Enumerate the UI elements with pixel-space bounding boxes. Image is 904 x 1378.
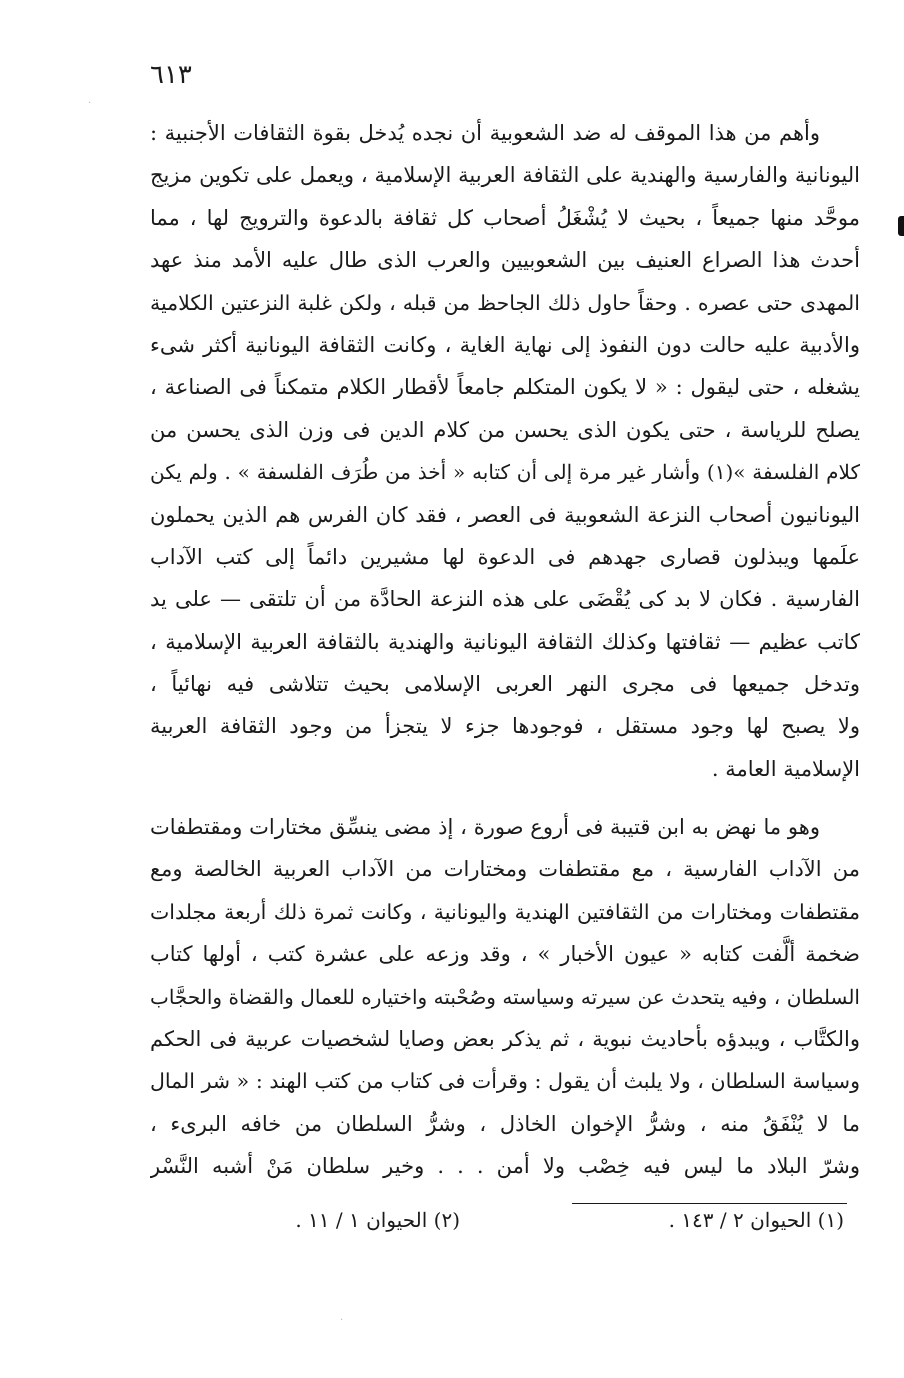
- scan-speck: ·: [88, 98, 92, 109]
- text-line: الفارسية . فكان لا بد كى يُقْضَى على هذه النزعة الحادَّة من أن تلتقى — على يد: [150, 587, 860, 612]
- text-line: أحدث هذا الصراع العنيف بين الشعوبيين والعرب الذى طال عليه الأمد منذ عهد: [150, 248, 860, 273]
- text-line: والكتَّاب ، ويبدؤه بأحاديث نبوية ، ثم يذكر بعض وصايا لشخصيات عربية فى الحكم: [150, 1026, 860, 1051]
- text-line: اليونانية والفارسية والهندية على الثقافة العربية الإسلامية ، ويعمل على تكوين مزيج: [150, 163, 860, 188]
- text-line: اليونانيون أصحاب النزعة الشعوبية فى العصر ، فقد كان الفرس هم الذين يحملون: [150, 502, 860, 527]
- text-line: ضخمة ألَّفت كتابه « عيون الأخبار » ، وقد وزعه على عشرة كتب ، أولها كتاب: [150, 942, 860, 967]
- text-line: والأدبية عليه حالت دون النفوذ إلى نهاية الغاية ، وكانت الثقافة اليونانية أكثر شىء: [150, 332, 860, 357]
- text-line: مقتطفات ومختارات من الثقافتين الهندية واليونانية ، وكانت ثمرة ذلك أربعة مجلدات: [150, 899, 860, 924]
- scan-speck: ·: [340, 1315, 344, 1326]
- text-line: علَمها ويبذلون قصارى جهدهم فى الدعوة لها مشيرين دائماً إلى كتب الآداب: [150, 544, 860, 569]
- text-line: يصلح للرياسة ، حتى يكون الذى يحسن من كلام الدين فى وزن الذى يحسن من: [150, 417, 860, 442]
- paragraph-2: [150, 806, 860, 1188]
- text-line: ولا يصبح لها وجود مستقل ، فوجودها جزء لا يتجزأ من وجود الثقافة العربية: [150, 714, 860, 739]
- text-line: السلطان ، وفيه يتحدث عن سيرته وسياسته وصُحْبته واختياره للعمال والقضاة والحجَّاب: [150, 984, 860, 1009]
- page-number: ٦١٣: [150, 60, 192, 90]
- footnote-separator: [572, 1203, 847, 1204]
- text-line: المهدى حتى عصره . وحقاً حاول ذلك الجاحظ من قبله ، ولكن غلبة النزعتين الكلامية: [150, 290, 860, 315]
- text-line: وسياسة السلطان ، ولا يلبث أن يقول : وقرأت فى كتاب من كتب الهند : « شر المال: [150, 1069, 860, 1094]
- paragraph-1: [150, 112, 860, 790]
- text-line: يشغله ، حتى ليقول : « لا يكون المتكلم جامعاً لأقطار الكلام متمكناً فى الصناعة ،: [150, 375, 860, 400]
- text-line: وهو ما نهض به ابن قتيبة فى أروع صورة ، إذ مضى ينسِّق مختارات ومقتطفات: [150, 815, 820, 839]
- text-line: وأهم من هذا الموقف له ضد الشعوبية أن نجده يُدخل بقوة الثقافات الأجنبية :: [150, 121, 820, 145]
- text-line: موحَّد منها جميعاً ، بحيث لا يُشْغَلُ أصحاب كل ثقافة بالدعوة والترويج لها ، مما: [150, 205, 860, 230]
- text-line: من الآداب الفارسية ، مع مقتطفات ومختارات من الآداب العربية الخالصة ومع: [150, 857, 860, 882]
- text-line: ما لا يُنْفَقُ منه ، وشرُّ الإخوان الخاذل ، وشرُّ السلطان من خافه البرىء ،: [150, 1111, 860, 1136]
- text-line: كلام الفلسفة »(١) وأشار غير مرة إلى أن كتابه « أخذ من طُرَف الفلسفة » . ولم يكن: [150, 460, 860, 485]
- text-line: الإسلامية العامة .: [711, 756, 860, 781]
- text-line: كاتب عظيم — ثقافتها وكذلك الثقافة اليونانية والهندية بالثقافة العربية الإسلامية ،: [150, 629, 860, 654]
- footnote-2: (٢) الحيوان ١ / ١١ .: [295, 1208, 460, 1232]
- footnote-1: (١) الحيوان ٢ / ١٤٣ .: [668, 1208, 844, 1232]
- page-edge-mark: [898, 216, 904, 236]
- text-line: وتدخل جميعها فى مجرى النهر العربى الإسلامى بحيث تتلاشى فيه نهائياً ،: [150, 672, 860, 697]
- text-line: وشرّ البلاد ما ليس فيه خِصْب ولا أمن . . . وخير سلطان مَنْ أشبه النَّسْر: [150, 1154, 860, 1179]
